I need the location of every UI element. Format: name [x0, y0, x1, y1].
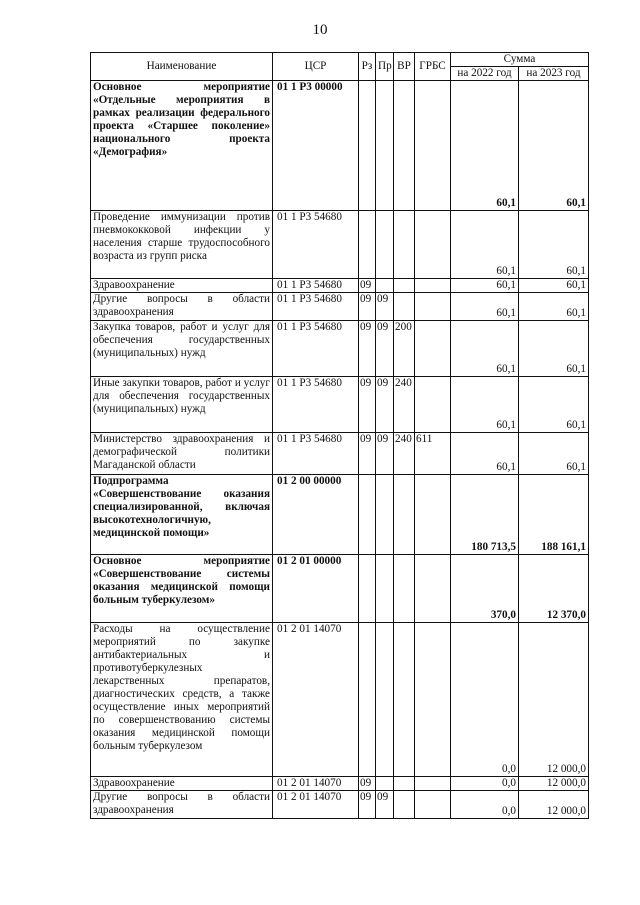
- cell-sum-2023: 60,1: [519, 433, 589, 475]
- cell-pr: 09: [376, 433, 394, 475]
- cell-grbs: [415, 279, 451, 293]
- cell-pr: [376, 279, 394, 293]
- cell-pr: 09: [376, 321, 394, 377]
- cell-rz: [359, 475, 376, 555]
- cell-vr: 240: [394, 377, 415, 433]
- cell-grbs: [415, 377, 451, 433]
- cell-grbs: [415, 555, 451, 623]
- table-row: [91, 777, 589, 791]
- cell-vr: [394, 555, 415, 623]
- cell-sum-2023: 60,1: [519, 81, 589, 211]
- cell-vr: [394, 293, 415, 321]
- cell-csr: 01 2 01 14070: [273, 791, 359, 819]
- cell-vr: 240: [394, 433, 415, 475]
- col-header-csr: ЦСР: [273, 53, 359, 81]
- cell-vr: [394, 81, 415, 211]
- cell-csr: 01 2 01 14070: [273, 777, 359, 791]
- cell-name: Расходы на осуществление мероприятий по закупке антибактериальных и противотуберкулезных лекарственных препаратов, диагностических средств, а также осуществление иных мероприятий по совершенствованию системы оказания медицинской помощи больным туберкулезом: [91, 623, 273, 777]
- cell-csr: 01 1 P3 54680: [273, 377, 359, 433]
- cell-csr: 01 2 01 14070: [273, 623, 359, 777]
- table-row: [91, 81, 589, 211]
- cell-vr: [394, 777, 415, 791]
- cell-csr: 01 1 P3 54680: [273, 293, 359, 321]
- cell-sum-2022: 60,1: [451, 279, 519, 293]
- cell-name: Другие вопросы в области здравоохранения: [91, 791, 273, 819]
- cell-vr: 200: [394, 321, 415, 377]
- table-row: [91, 475, 589, 555]
- table-row: [91, 377, 589, 433]
- cell-rz: [359, 211, 376, 279]
- col-header-grbs: ГРБС: [415, 53, 451, 81]
- cell-name: Здравоохранение: [91, 279, 273, 293]
- cell-vr: [394, 211, 415, 279]
- cell-rz: 09: [359, 433, 376, 475]
- cell-sum-2023: 188 161,1: [519, 475, 589, 555]
- cell-pr: [376, 475, 394, 555]
- cell-csr: 01 1 P3 54680: [273, 211, 359, 279]
- cell-rz: 09: [359, 279, 376, 293]
- cell-rz: [359, 623, 376, 777]
- cell-pr: 09: [376, 791, 394, 819]
- cell-sum-2022: 180 713,5: [451, 475, 519, 555]
- cell-grbs: 611: [415, 433, 451, 475]
- cell-sum-2023: 12 370,0: [519, 555, 589, 623]
- cell-csr: 01 2 00 00000: [273, 475, 359, 555]
- cell-sum-2023: 60,1: [519, 377, 589, 433]
- col-header-rz: Рз: [359, 53, 376, 81]
- table-row: [91, 555, 589, 623]
- cell-grbs: [415, 81, 451, 211]
- cell-sum-2023: 60,1: [519, 321, 589, 377]
- cell-grbs: [415, 475, 451, 555]
- cell-grbs: [415, 293, 451, 321]
- cell-vr: [394, 791, 415, 819]
- cell-rz: [359, 555, 376, 623]
- cell-csr: 01 1 P3 54680: [273, 279, 359, 293]
- cell-pr: 09: [376, 293, 394, 321]
- table-row: [91, 293, 589, 321]
- cell-rz: 09: [359, 377, 376, 433]
- col-header-name: Наименование: [91, 53, 273, 81]
- cell-sum-2022: 0,0: [451, 623, 519, 777]
- cell-sum-2023: 12 000,0: [519, 791, 589, 819]
- cell-sum-2022: 60,1: [451, 433, 519, 475]
- cell-vr: [394, 623, 415, 777]
- cell-sum-2022: 60,1: [451, 321, 519, 377]
- cell-grbs: [415, 777, 451, 791]
- cell-rz: 09: [359, 321, 376, 377]
- cell-sum-2023: 60,1: [519, 293, 589, 321]
- col-header-pr: Пр: [376, 53, 394, 81]
- cell-sum-2022: 0,0: [451, 791, 519, 819]
- cell-name: Проведение иммунизации против пневмококковой инфекции у населения старше трудоспособного возраста из групп риска: [91, 211, 273, 279]
- cell-name: Министерство здравоохранения и демографической политики Магаданской области: [91, 433, 273, 475]
- page-number: 10: [312, 22, 328, 38]
- table-row: [91, 433, 589, 475]
- cell-name: Иные закупки товаров, работ и услуг для обеспечения государственных (муниципальных) нужд: [91, 377, 273, 433]
- cell-sum-2022: 60,1: [451, 293, 519, 321]
- col-header-vr: ВР: [394, 53, 415, 81]
- cell-sum-2022: 60,1: [451, 211, 519, 279]
- budget-table: [90, 52, 589, 819]
- cell-csr: 01 1 P3 00000: [273, 81, 359, 211]
- table-row: [91, 623, 589, 777]
- cell-sum-2023: 12 000,0: [519, 777, 589, 791]
- cell-csr: 01 1 P3 54680: [273, 433, 359, 475]
- table-body: [91, 81, 589, 819]
- cell-sum-2023: 60,1: [519, 211, 589, 279]
- cell-name: Основное мероприятие «Отдельные мероприятия в рамках реализации федерального проекта «Старшее поколение» национального проекта «Демография»: [91, 81, 273, 211]
- cell-sum-2022: 60,1: [451, 81, 519, 211]
- header-row: [91, 53, 589, 67]
- cell-csr: 01 1 P3 54680: [273, 321, 359, 377]
- col-header-2022: на 2022 год: [451, 67, 519, 81]
- cell-vr: [394, 475, 415, 555]
- cell-pr: [376, 777, 394, 791]
- cell-pr: [376, 623, 394, 777]
- cell-name: Здравоохранение: [91, 777, 273, 791]
- cell-sum-2022: 60,1: [451, 377, 519, 433]
- cell-name: Подпрограмма «Совершенствование оказания специализированной, включая высокотехнологичную, медицинской помощи»: [91, 475, 273, 555]
- table-row: [91, 279, 589, 293]
- cell-rz: 09: [359, 293, 376, 321]
- cell-sum-2023: 12 000,0: [519, 623, 589, 777]
- table-row: [91, 211, 589, 279]
- col-header-2023: на 2023 год: [519, 67, 589, 81]
- cell-vr: [394, 279, 415, 293]
- cell-pr: [376, 555, 394, 623]
- cell-rz: [359, 81, 376, 211]
- cell-name: Основное мероприятие «Совершенствование системы оказания медицинской помощи больным туберкулезом»: [91, 555, 273, 623]
- cell-pr: 09: [376, 377, 394, 433]
- cell-pr: [376, 81, 394, 211]
- table-row: [91, 321, 589, 377]
- cell-pr: [376, 211, 394, 279]
- cell-sum-2023: 60,1: [519, 279, 589, 293]
- cell-sum-2022: 0,0: [451, 777, 519, 791]
- cell-name: Закупка товаров, работ и услуг для обеспечения государственных (муниципальных) нужд: [91, 321, 273, 377]
- cell-grbs: [415, 211, 451, 279]
- cell-rz: 09: [359, 791, 376, 819]
- cell-grbs: [415, 623, 451, 777]
- table-row: [91, 791, 589, 819]
- cell-grbs: [415, 321, 451, 377]
- col-header-sum: Сумма: [451, 53, 589, 67]
- cell-csr: 01 2 01 00000: [273, 555, 359, 623]
- cell-sum-2022: 370,0: [451, 555, 519, 623]
- cell-rz: 09: [359, 777, 376, 791]
- cell-name: Другие вопросы в области здравоохранения: [91, 293, 273, 321]
- cell-grbs: [415, 791, 451, 819]
